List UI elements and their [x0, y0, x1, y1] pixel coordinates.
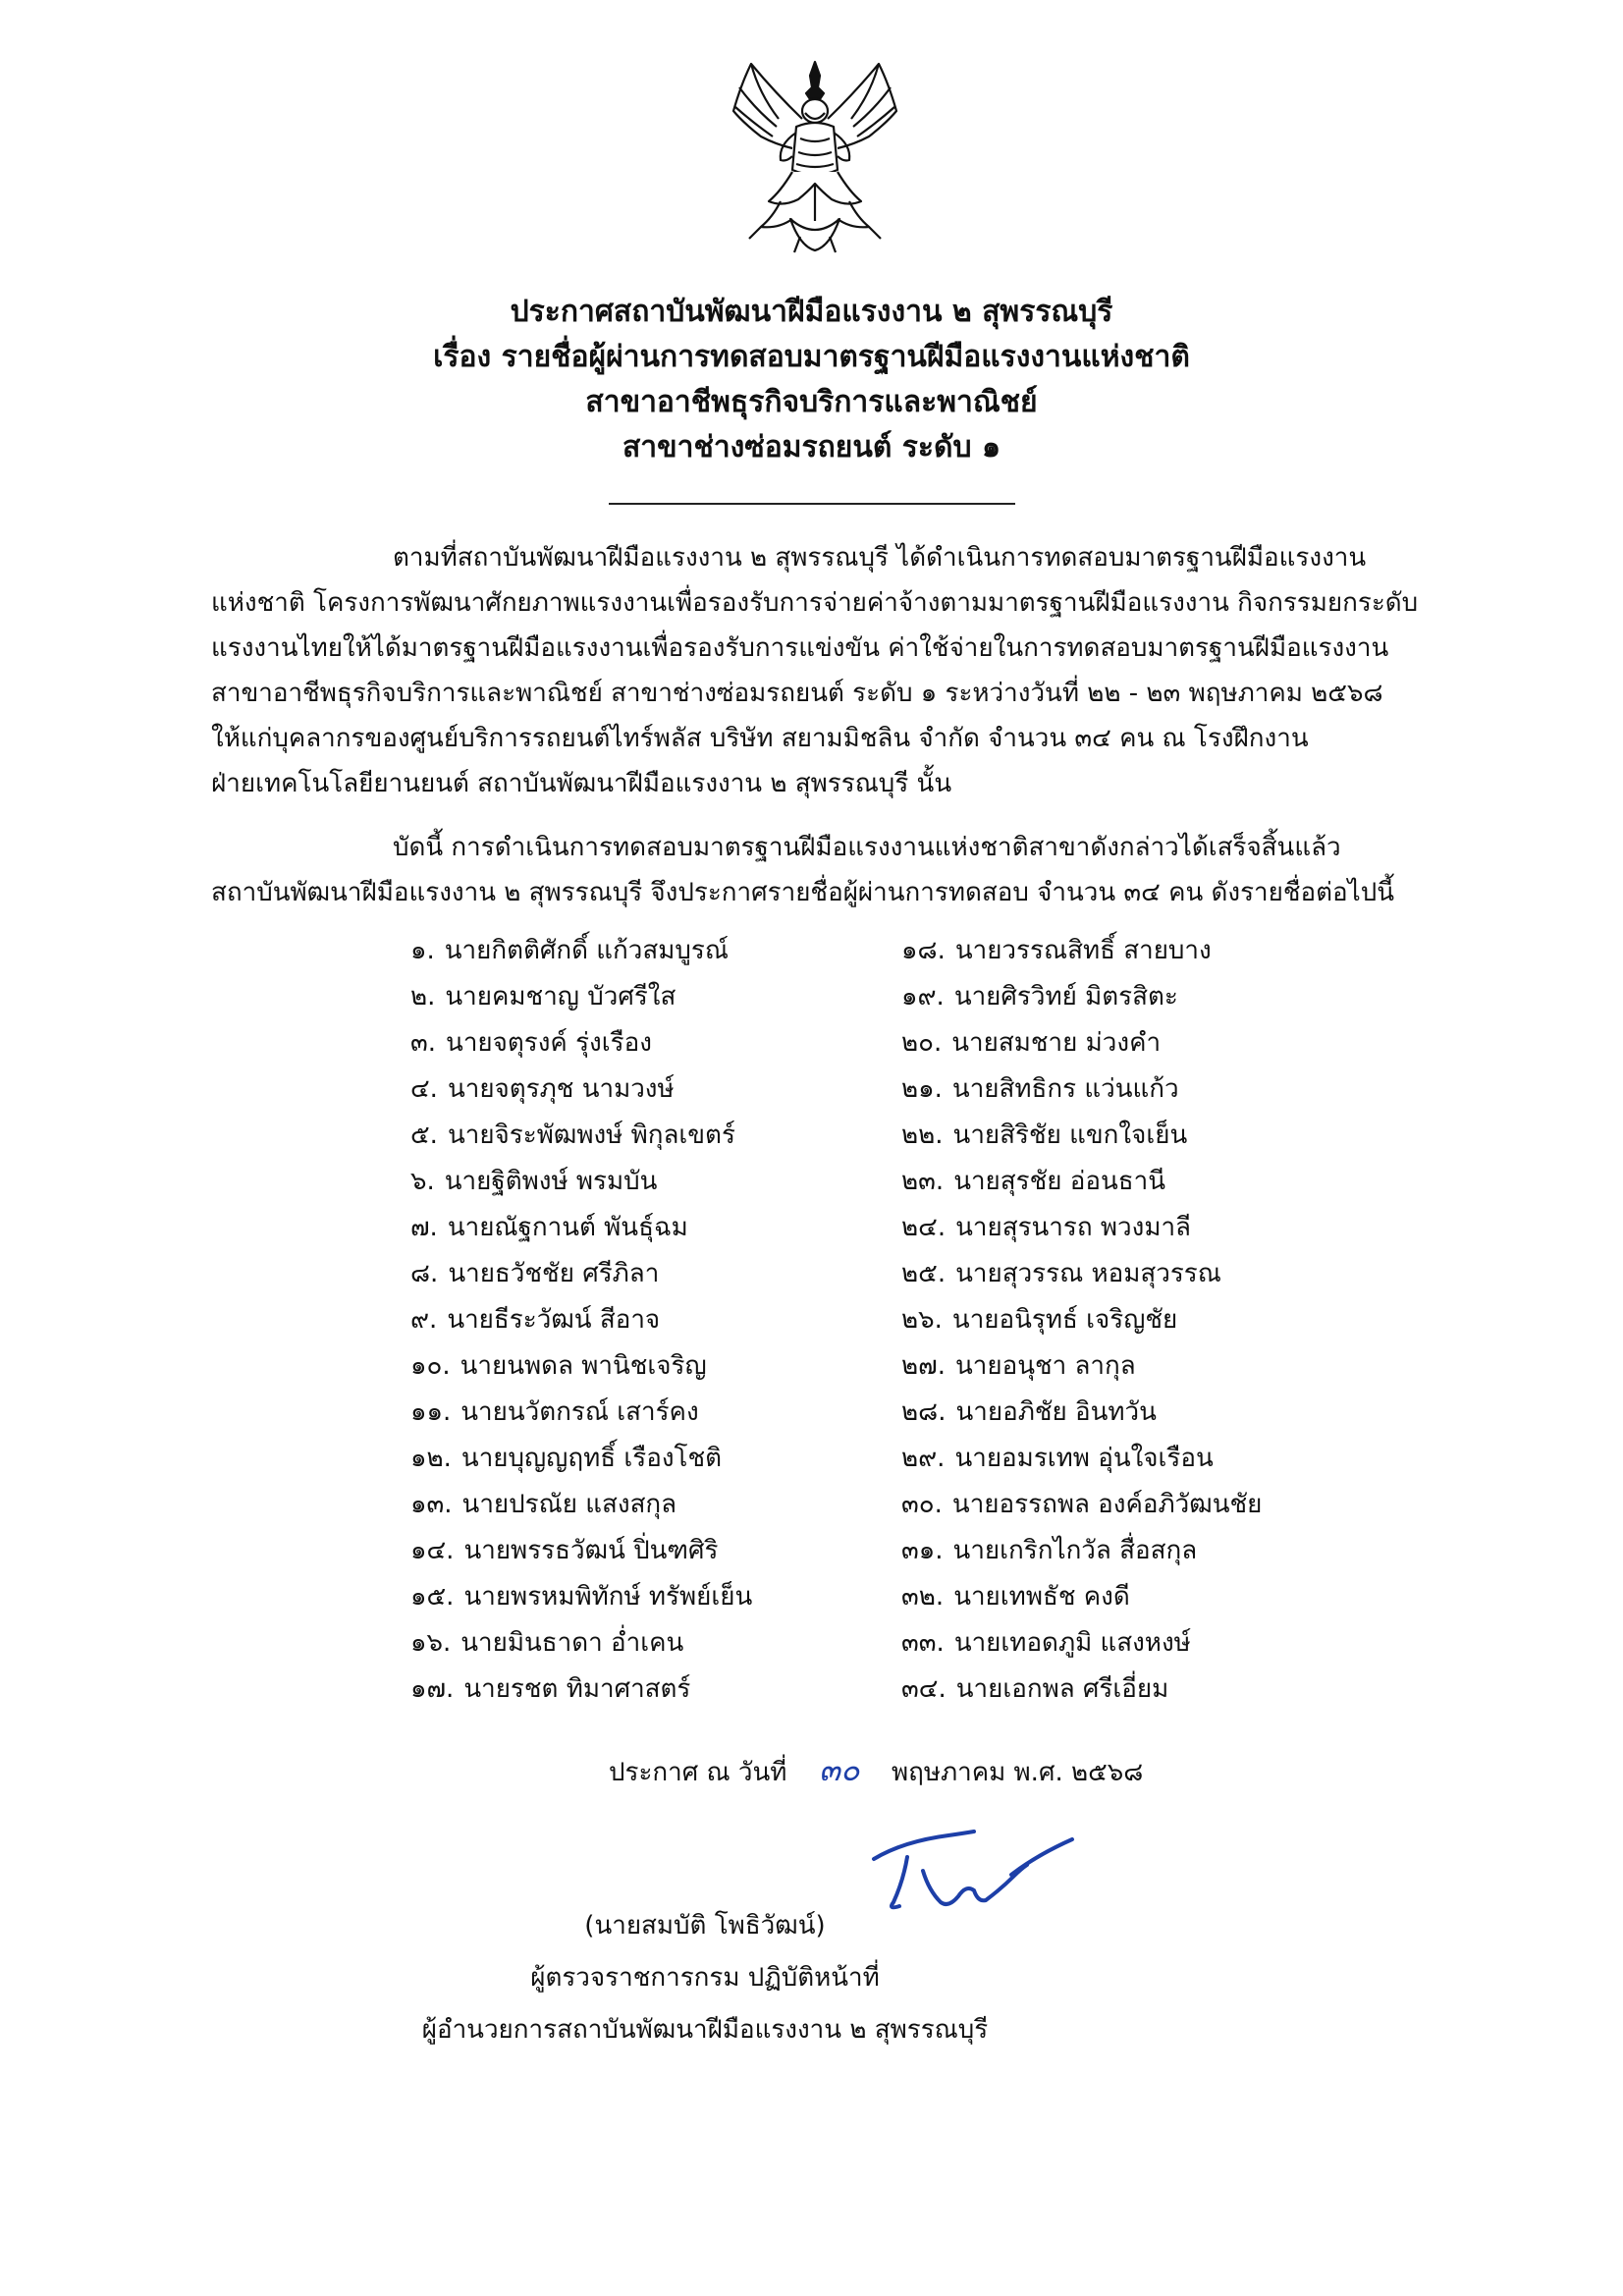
person-name: นายรชต ทิมาศาสตร์: [463, 1674, 691, 1704]
person-name: นายอมรเทพ อุ่นใจเรือน: [954, 1444, 1214, 1473]
person-name: นายนพดล พานิชเจริญ: [460, 1351, 707, 1381]
person-name: นายอภิชัย อินทวัน: [955, 1397, 1157, 1427]
list-item: [410, 1667, 882, 1713]
item-number: ๒๓.: [901, 1167, 945, 1196]
person-name: นายจตุรงค์ รุ่งเรือง: [446, 1028, 652, 1058]
date-prefix: ประกาศ ณ วันที่: [609, 1758, 787, 1787]
paragraph-1-line-6: ฝ่ายเทคโนโลยียานยนต์ สถาบันพัฒนาฝีมือแรงงาน ๒ สุพรรณบุรี นั้น: [211, 769, 952, 798]
item-number: ๑๙.: [901, 982, 945, 1011]
item-number: ๘.: [410, 1259, 439, 1288]
list-item: [410, 1113, 882, 1159]
announcement-date: [609, 1745, 1143, 1795]
list-item: [410, 1159, 882, 1205]
list-item: [901, 1297, 1412, 1343]
list-item: [410, 928, 882, 974]
signer-name: (นายสมบัติ โพธิวัฒน์): [584, 1911, 826, 1941]
person-name: นายจิระพัฒพงษ์ พิกุลเขตร์: [447, 1121, 735, 1150]
list-item: [410, 1574, 882, 1620]
list-item: [901, 1066, 1412, 1113]
list-item: [901, 928, 1412, 974]
body-paragraph-2: [211, 825, 1448, 915]
list-item: [901, 1436, 1412, 1482]
item-number: ๒๗.: [901, 1351, 946, 1381]
list-item: [901, 1251, 1412, 1297]
item-number: ๒๑.: [901, 1074, 943, 1104]
list-item: [410, 1297, 882, 1343]
person-name: นายธวัชชัย ศรีภิลา: [448, 1259, 660, 1288]
item-number: ๓๓.: [901, 1628, 945, 1658]
list-item: [901, 1574, 1412, 1620]
list-item: [901, 1020, 1412, 1066]
paragraph-1-line-5: ให้แก่บุคลากรของศูนย์บริการรถยนต์ไทร์พลัส บริษัท สยามมิชลิน จำกัด จำนวน ๓๔ คน ณ โรงฝึกงาน: [211, 724, 1309, 753]
person-name: นายบุญญฤทธิ์ เรืองโชติ: [460, 1444, 723, 1473]
item-number: ๕.: [410, 1121, 438, 1150]
list-item: [410, 1436, 882, 1482]
names-list-left: [410, 928, 882, 1713]
paragraph-2-line-1: บัดนี้ การดำเนินการทดสอบมาตรฐานฝีมือแรงงานแห่งชาติสาขาดังกล่าวได้เสร็จสิ้นแล้ว: [393, 833, 1341, 862]
person-name: นายกิตติศักดิ์ แก้วสมบูรณ์: [444, 936, 729, 965]
list-item: [901, 974, 1412, 1020]
item-number: ๑๒.: [410, 1444, 452, 1473]
item-number: ๑.: [410, 936, 435, 965]
person-name: นายสิทธิกร แว่นแก้ว: [951, 1074, 1179, 1104]
list-item: [410, 1251, 882, 1297]
person-name: นายวรรณสิทธิ์ สายบาง: [954, 936, 1212, 965]
body-paragraph-1: [211, 535, 1448, 806]
person-name: นายเอกพล ศรีเอี่ยม: [955, 1674, 1169, 1704]
person-name: นายเทอดภูมิ แสงหงษ์: [953, 1628, 1191, 1658]
list-item: [410, 1390, 882, 1436]
item-number: ๓๐.: [901, 1490, 943, 1519]
item-number: ๒๔.: [901, 1213, 947, 1242]
list-item: [901, 1159, 1412, 1205]
item-number: ๑๖.: [410, 1628, 452, 1658]
person-name: นายฐิติพงษ์ พรมบัน: [444, 1167, 658, 1196]
list-item: [410, 1528, 882, 1574]
person-name: นายอนิรุทธ์ เจริญชัย: [951, 1305, 1178, 1335]
person-name: นายศิรวิทย์ มิตรสิตะ: [953, 982, 1178, 1011]
person-name: นายอรรถพล องค์อภิวัฒนชัย: [951, 1490, 1263, 1519]
person-name: นายพรหมพิทักษ์ ทรัพย์เย็น: [463, 1582, 753, 1612]
person-name: นายจตุรภุช นามวงษ์: [447, 1074, 675, 1104]
list-item: [901, 1620, 1412, 1667]
person-name: นายเกริกไกวัล สื่อสกุล: [952, 1536, 1198, 1565]
person-name: นายพรรธวัฒน์ ปิ่นฑศิริ: [463, 1536, 719, 1565]
item-number: ๒๕.: [901, 1259, 947, 1288]
handwritten-signature: [864, 1812, 1080, 1920]
paragraph-1-line-2: แห่งชาติ โครงการพัฒนาศักยภาพแรงงานเพื่อรองรับการจ่ายค่าจ้างตามมาตรฐานฝีมือแรงงาน กิจกรรมยกระดับ: [211, 588, 1419, 618]
item-number: ๗.: [410, 1213, 438, 1242]
person-name: นายณัฐกานต์ พันธุ์ฉม: [447, 1213, 688, 1242]
person-name: นายคมชาญ บัวศรีใส: [445, 982, 676, 1011]
person-name: นายธีระวัฒน์ สีอาจ: [447, 1305, 661, 1335]
paragraph-1-line-1: ตามที่สถาบันพัฒนาฝีมือแรงงาน ๒ สุพรรณบุรี ได้ดำเนินการทดสอบมาตรฐานฝีมือแรงงาน: [393, 543, 1367, 573]
person-name: นายสมชาย ม่วงคำ: [951, 1028, 1162, 1058]
person-name: นายมินธาดา อ่ำเคน: [460, 1628, 684, 1658]
person-name: นายปรณัย แสงสกุล: [461, 1490, 677, 1519]
person-name: นายสุรนารถ พวงมาลี: [955, 1213, 1191, 1242]
item-number: ๑๐.: [410, 1351, 451, 1381]
paragraph-1-line-4: สาขาอาชีพธุรกิจบริการและพาณิชย์ สาขาช่างซ่อมรถยนต์ ระดับ ๑ ระหว่างวันที่ ๒๒ - ๒๓ พฤษภาคม ๒๕๖๘: [211, 679, 1383, 708]
item-number: ๒๒.: [901, 1121, 944, 1150]
list-item: [410, 1343, 882, 1390]
date-suffix: พฤษภาคม พ.ศ. ๒๕๖๘: [891, 1758, 1144, 1787]
list-item: [901, 1667, 1412, 1713]
list-item: [410, 1205, 882, 1251]
item-number: ๖.: [410, 1167, 435, 1196]
item-number: ๔.: [410, 1074, 438, 1104]
announcement-title: [0, 290, 1623, 470]
date-day-handwritten: ๓๐: [819, 1751, 860, 1788]
list-item: [901, 1205, 1412, 1251]
item-number: ๒๙.: [901, 1444, 946, 1473]
item-number: ๑๕.: [410, 1582, 455, 1612]
item-number: ๒๘.: [901, 1397, 947, 1427]
names-list-right: [901, 928, 1412, 1713]
person-name: นายนวัตกรณ์ เสาร์คง: [460, 1397, 699, 1427]
title-line-1: ประกาศสถาบันพัฒนาฝีมือแรงงาน ๒ สุพรรณบุรี: [510, 295, 1113, 329]
list-item: [410, 1620, 882, 1667]
title-divider: [609, 503, 1015, 505]
list-item: [901, 1390, 1412, 1436]
list-item: [901, 1113, 1412, 1159]
item-number: ๑๘.: [901, 936, 946, 965]
title-line-2: เรื่อง รายชื่อผู้ผ่านการทดสอบมาตรฐานฝีมือแรงงานแห่งชาติ: [433, 340, 1190, 374]
list-item: [901, 1528, 1412, 1574]
list-item: [901, 1482, 1412, 1528]
item-number: ๑๔.: [410, 1536, 455, 1565]
item-number: ๓๑.: [901, 1536, 944, 1565]
item-number: ๒๐.: [901, 1028, 943, 1058]
person-name: นายอนุชา ลากุล: [954, 1351, 1136, 1381]
title-line-4: สาขาช่างซ่อมรถยนต์ ระดับ ๑: [622, 430, 1001, 465]
item-number: ๓๔.: [901, 1674, 947, 1704]
person-name: นายสุรชัย อ่อนธานี: [953, 1167, 1166, 1196]
item-number: ๓.: [410, 1028, 437, 1058]
signer-position-1: ผู้ตรวจราชการกรม ปฏิบัติหน้าที่: [530, 1963, 880, 1993]
garuda-emblem-icon: [722, 54, 908, 260]
list-item: [410, 974, 882, 1020]
item-number: ๙.: [410, 1305, 438, 1335]
item-number: ๑๗.: [410, 1674, 455, 1704]
item-number: ๒.: [410, 982, 436, 1011]
person-name: นายเทพธัช คงดี: [953, 1582, 1130, 1612]
person-name: นายสิริชัย แขกใจเย็น: [952, 1121, 1188, 1150]
list-item: [410, 1020, 882, 1066]
paragraph-1-line-3: แรงงานไทยให้ได้มาตรฐานฝีมือแรงงานเพื่อรองรับการแข่งขัน ค่าใช้จ่ายในการทดสอบมาตรฐานฝีมือแรงงาน: [211, 633, 1389, 663]
item-number: ๑๓.: [410, 1490, 453, 1519]
list-item: [901, 1343, 1412, 1390]
item-number: ๒๖.: [901, 1305, 943, 1335]
title-line-3: สาขาอาชีพธุรกิจบริการและพาณิชย์: [585, 385, 1038, 419]
list-item: [410, 1066, 882, 1113]
item-number: ๑๑.: [410, 1397, 452, 1427]
list-item: [410, 1482, 882, 1528]
item-number: ๓๒.: [901, 1582, 945, 1612]
signer-position-2: ผู้อำนวยการสถาบันพัฒนาฝีมือแรงงาน ๒ สุพรรณบุรี: [421, 2015, 989, 2045]
person-name: นายสุวรรณ หอมสุวรรณ: [955, 1259, 1221, 1288]
paragraph-2-line-2: สถาบันพัฒนาฝีมือแรงงาน ๒ สุพรรณบุรี จึงประกาศรายชื่อผู้ผ่านการทดสอบ จำนวน ๓๔ คน ดังรายชื่อต่อไปนี้: [211, 878, 1395, 907]
